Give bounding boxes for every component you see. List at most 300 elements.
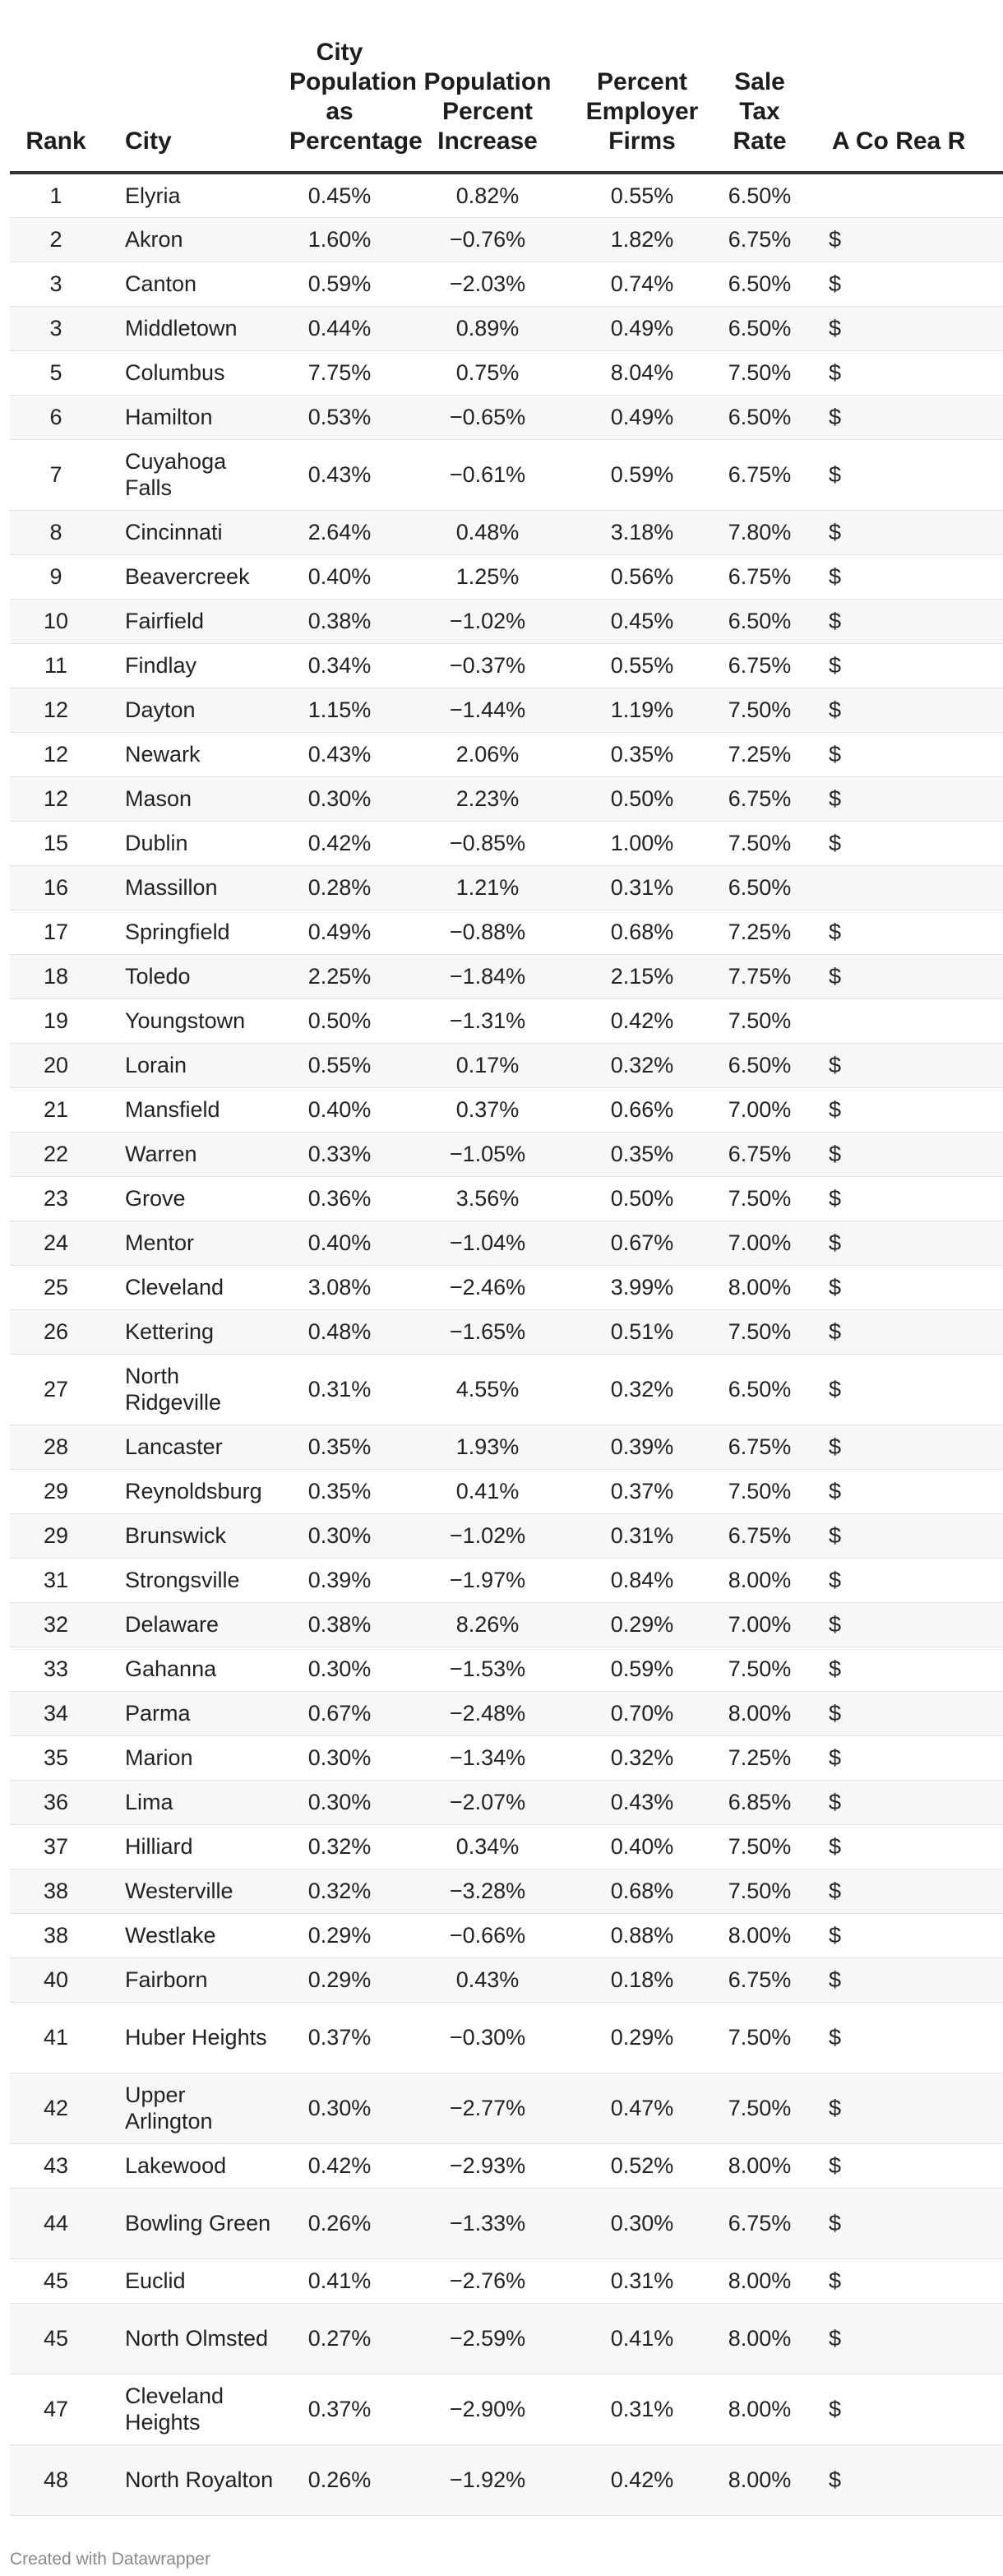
city-cell: Elyria — [102, 173, 283, 217]
employer-firms-cell: 0.32% — [579, 1735, 705, 1780]
rank-cell: 9 — [10, 554, 102, 599]
table-row — [10, 439, 1003, 510]
population-increase-cell: −0.37% — [396, 643, 579, 688]
rank-cell: 28 — [10, 1425, 102, 1469]
table-row — [10, 599, 1003, 643]
employer-firms-cell: 3.18% — [579, 510, 705, 554]
population-increase-cell: −3.28% — [396, 1869, 579, 1913]
employer-firms-cell: 0.31% — [579, 865, 705, 910]
population-increase-cell: −2.77% — [396, 2073, 579, 2143]
sale-tax-rate-cell: 7.50% — [705, 1309, 814, 1354]
sale-tax-rate-cell: 7.25% — [705, 732, 814, 776]
header-city[interactable]: City — [102, 0, 283, 173]
sale-tax-rate-cell: 7.50% — [705, 350, 814, 395]
extra-cell: $ — [814, 1513, 1003, 1558]
sale-tax-rate-cell: 8.00% — [705, 1558, 814, 1602]
population-percentage-cell: 7.75% — [283, 350, 396, 395]
city-cell: Marion — [102, 1735, 283, 1780]
population-percentage-cell: 0.41% — [283, 2259, 396, 2303]
population-percentage-cell: 0.43% — [283, 439, 396, 510]
population-increase-cell: −2.07% — [396, 1780, 579, 1824]
employer-firms-cell: 0.29% — [579, 2002, 705, 2073]
city-cell: Warren — [102, 1132, 283, 1176]
population-percentage-cell: 0.33% — [283, 1132, 396, 1176]
table-row — [10, 2073, 1003, 2143]
city-cell: Massillon — [102, 865, 283, 910]
table-row — [10, 1265, 1003, 1309]
population-increase-cell: 0.41% — [396, 1469, 579, 1513]
rank-cell: 48 — [10, 2444, 102, 2515]
population-increase-cell: −1.44% — [396, 688, 579, 732]
table-row — [10, 1043, 1003, 1087]
population-percentage-cell: 0.30% — [283, 1735, 396, 1780]
population-percentage-cell: 0.45% — [283, 173, 396, 217]
population-increase-cell: 1.21% — [396, 865, 579, 910]
employer-firms-cell: 0.51% — [579, 1309, 705, 1354]
table-row — [10, 173, 1003, 217]
table-row — [10, 1869, 1003, 1913]
employer-firms-cell: 0.35% — [579, 732, 705, 776]
extra-cell: $ — [814, 1354, 1003, 1425]
rank-cell: 31 — [10, 1558, 102, 1602]
employer-firms-cell: 8.04% — [579, 350, 705, 395]
rank-cell: 34 — [10, 1691, 102, 1735]
population-percentage-cell: 0.30% — [283, 1780, 396, 1824]
table-row — [10, 732, 1003, 776]
header-population-percentage[interactable]: City Population as Percentage — [283, 0, 396, 173]
employer-firms-cell: 1.82% — [579, 217, 705, 262]
rank-cell: 35 — [10, 1735, 102, 1780]
sale-tax-rate-cell: 6.75% — [705, 439, 814, 510]
rank-cell: 8 — [10, 510, 102, 554]
rank-cell: 2 — [10, 217, 102, 262]
population-percentage-cell: 2.25% — [283, 954, 396, 998]
rank-cell: 3 — [10, 306, 102, 350]
rank-cell: 18 — [10, 954, 102, 998]
data-table — [10, 0, 1003, 2516]
employer-firms-cell: 2.15% — [579, 954, 705, 998]
rank-cell: 12 — [10, 776, 102, 821]
population-increase-cell: −0.30% — [396, 2002, 579, 2073]
employer-firms-cell: 0.32% — [579, 1354, 705, 1425]
sale-tax-rate-cell: 7.50% — [705, 998, 814, 1043]
city-cell: Cleveland Heights — [102, 2374, 283, 2444]
employer-firms-cell: 0.37% — [579, 1469, 705, 1513]
city-cell: Mansfield — [102, 1087, 283, 1132]
extra-cell: $ — [814, 1469, 1003, 1513]
header-rank[interactable]: Rank — [10, 0, 102, 173]
population-increase-cell: 0.43% — [396, 1957, 579, 2002]
rank-cell: 43 — [10, 2143, 102, 2188]
table-row — [10, 1824, 1003, 1869]
extra-cell: $ — [814, 2444, 1003, 2515]
employer-firms-cell: 0.50% — [579, 1176, 705, 1221]
employer-firms-cell: 0.45% — [579, 599, 705, 643]
table-row — [10, 2259, 1003, 2303]
rank-cell: 38 — [10, 1913, 102, 1957]
sale-tax-rate-cell: 6.75% — [705, 1513, 814, 1558]
population-percentage-cell: 0.50% — [283, 998, 396, 1043]
rank-cell: 29 — [10, 1469, 102, 1513]
extra-cell: $ — [814, 776, 1003, 821]
extra-cell: $ — [814, 2374, 1003, 2444]
rank-cell: 22 — [10, 1132, 102, 1176]
employer-firms-cell: 3.99% — [579, 1265, 705, 1309]
sale-tax-rate-cell: 7.50% — [705, 2002, 814, 2073]
sale-tax-rate-cell: 6.75% — [705, 1132, 814, 1176]
population-percentage-cell: 0.37% — [283, 2374, 396, 2444]
population-increase-cell: 0.89% — [396, 306, 579, 350]
population-increase-cell: 1.93% — [396, 1425, 579, 1469]
sale-tax-rate-cell: 6.50% — [705, 306, 814, 350]
population-increase-cell: 0.17% — [396, 1043, 579, 1087]
city-cell: Grove — [102, 1176, 283, 1221]
table-body — [10, 173, 1003, 2515]
rank-cell: 27 — [10, 1354, 102, 1425]
table-row — [10, 910, 1003, 954]
extra-cell: $ — [814, 599, 1003, 643]
extra-cell: $ — [814, 732, 1003, 776]
extra-cell: $ — [814, 2073, 1003, 2143]
population-increase-cell: −0.61% — [396, 439, 579, 510]
employer-firms-cell: 0.88% — [579, 1913, 705, 1957]
employer-firms-cell: 0.40% — [579, 1824, 705, 1869]
table-row — [10, 2002, 1003, 2073]
table-row — [10, 1425, 1003, 1469]
employer-firms-cell: 0.42% — [579, 2444, 705, 2515]
rank-cell: 29 — [10, 1513, 102, 1558]
population-percentage-cell: 0.30% — [283, 2073, 396, 2143]
population-percentage-cell: 0.53% — [283, 395, 396, 439]
population-increase-cell: −2.93% — [396, 2143, 579, 2188]
population-percentage-cell: 0.44% — [283, 306, 396, 350]
employer-firms-cell: 0.31% — [579, 2374, 705, 2444]
population-percentage-cell: 0.26% — [283, 2444, 396, 2515]
extra-cell: $ — [814, 1087, 1003, 1132]
extra-cell: $ — [814, 554, 1003, 599]
city-cell: Lima — [102, 1780, 283, 1824]
table-row — [10, 2444, 1003, 2515]
extra-cell: $ — [814, 2143, 1003, 2188]
table-row — [10, 510, 1003, 554]
rank-cell: 37 — [10, 1824, 102, 1869]
city-cell: Delaware — [102, 1602, 283, 1647]
extra-cell: $ — [814, 1735, 1003, 1780]
city-cell: Hilliard — [102, 1824, 283, 1869]
city-cell: Strongsville — [102, 1558, 283, 1602]
rank-cell: 17 — [10, 910, 102, 954]
extra-cell: $ — [814, 1265, 1003, 1309]
city-cell: Fairborn — [102, 1957, 283, 2002]
rank-cell: 6 — [10, 395, 102, 439]
employer-firms-cell: 0.35% — [579, 1132, 705, 1176]
extra-cell: $ — [814, 821, 1003, 865]
employer-firms-cell: 0.18% — [579, 1957, 705, 2002]
sale-tax-rate-cell: 6.50% — [705, 395, 814, 439]
population-percentage-cell: 0.37% — [283, 2002, 396, 2073]
sale-tax-rate-cell: 7.50% — [705, 1869, 814, 1913]
employer-firms-cell: 0.52% — [579, 2143, 705, 2188]
city-cell: Lorain — [102, 1043, 283, 1087]
city-cell: Dublin — [102, 821, 283, 865]
population-percentage-cell: 0.30% — [283, 776, 396, 821]
employer-firms-cell: 0.68% — [579, 910, 705, 954]
population-percentage-cell: 0.40% — [283, 1221, 396, 1265]
extra-cell: $ — [814, 1869, 1003, 1913]
sale-tax-rate-cell: 8.00% — [705, 2303, 814, 2374]
rank-cell: 45 — [10, 2303, 102, 2374]
city-cell: Mentor — [102, 1221, 283, 1265]
population-percentage-cell: 1.60% — [283, 217, 396, 262]
population-increase-cell: −1.97% — [396, 1558, 579, 1602]
population-percentage-cell: 0.30% — [283, 1647, 396, 1691]
header-employer-firms[interactable]: Percent Employer Firms — [579, 0, 705, 173]
table-row — [10, 1309, 1003, 1354]
sale-tax-rate-cell: 6.75% — [705, 2188, 814, 2259]
header-extra-column[interactable]: A Co Rea R — [814, 0, 1003, 173]
population-increase-cell: 0.34% — [396, 1824, 579, 1869]
population-percentage-cell: 0.35% — [283, 1425, 396, 1469]
population-increase-cell: 1.25% — [396, 554, 579, 599]
sale-tax-rate-cell: 7.50% — [705, 1647, 814, 1691]
rank-cell: 42 — [10, 2073, 102, 2143]
table-header — [10, 0, 1003, 173]
table-row — [10, 1354, 1003, 1425]
employer-firms-cell: 0.70% — [579, 1691, 705, 1735]
population-percentage-cell: 0.28% — [283, 865, 396, 910]
sale-tax-rate-cell: 7.00% — [705, 1221, 814, 1265]
extra-cell: $ — [814, 1176, 1003, 1221]
employer-firms-cell: 0.67% — [579, 1221, 705, 1265]
population-percentage-cell: 0.59% — [283, 262, 396, 306]
sale-tax-rate-cell: 6.50% — [705, 173, 814, 217]
header-sale-tax-rate[interactable]: Sale Tax Rate — [705, 0, 814, 173]
population-increase-cell: −1.92% — [396, 2444, 579, 2515]
rank-cell: 40 — [10, 1957, 102, 2002]
city-cell: Beavercreek — [102, 554, 283, 599]
extra-cell: $ — [814, 1221, 1003, 1265]
table-row — [10, 1469, 1003, 1513]
population-increase-cell: −1.53% — [396, 1647, 579, 1691]
population-percentage-cell: 0.31% — [283, 1354, 396, 1425]
sale-tax-rate-cell: 7.00% — [705, 1087, 814, 1132]
extra-cell — [814, 865, 1003, 910]
sale-tax-rate-cell: 6.75% — [705, 1957, 814, 2002]
rank-cell: 32 — [10, 1602, 102, 1647]
city-cell: North Olmsted — [102, 2303, 283, 2374]
population-percentage-cell: 0.29% — [283, 1913, 396, 1957]
city-cell: Westerville — [102, 1869, 283, 1913]
population-percentage-cell: 0.40% — [283, 554, 396, 599]
table-row — [10, 217, 1003, 262]
sale-tax-rate-cell: 7.00% — [705, 1602, 814, 1647]
population-increase-cell: 2.23% — [396, 776, 579, 821]
city-cell: Lancaster — [102, 1425, 283, 1469]
table-row — [10, 1913, 1003, 1957]
city-cell: Kettering — [102, 1309, 283, 1354]
table-row — [10, 1957, 1003, 2002]
population-increase-cell: −0.76% — [396, 217, 579, 262]
sale-tax-rate-cell: 6.75% — [705, 1425, 814, 1469]
header-population-increase[interactable]: Population Percent Increase — [396, 0, 579, 173]
extra-cell: $ — [814, 306, 1003, 350]
population-percentage-cell: 0.38% — [283, 1602, 396, 1647]
city-cell: North Royalton — [102, 2444, 283, 2515]
header-row — [10, 0, 1003, 173]
city-cell: Bowling Green — [102, 2188, 283, 2259]
city-cell: Findlay — [102, 643, 283, 688]
employer-firms-cell: 0.43% — [579, 1780, 705, 1824]
table-row — [10, 554, 1003, 599]
population-percentage-cell: 0.30% — [283, 1513, 396, 1558]
population-increase-cell: 0.75% — [396, 350, 579, 395]
population-increase-cell: 8.26% — [396, 1602, 579, 1647]
rank-cell: 12 — [10, 732, 102, 776]
population-increase-cell: −2.76% — [396, 2259, 579, 2303]
rank-cell: 5 — [10, 350, 102, 395]
employer-firms-cell: 0.32% — [579, 1043, 705, 1087]
table-row — [10, 1602, 1003, 1647]
population-increase-cell: 0.82% — [396, 173, 579, 217]
extra-cell: $ — [814, 439, 1003, 510]
extra-cell: $ — [814, 954, 1003, 998]
table-row — [10, 2374, 1003, 2444]
employer-firms-cell: 0.42% — [579, 998, 705, 1043]
population-increase-cell: −1.04% — [396, 1221, 579, 1265]
population-percentage-cell: 0.49% — [283, 910, 396, 954]
rank-cell: 45 — [10, 2259, 102, 2303]
extra-cell: $ — [814, 1957, 1003, 2002]
population-percentage-cell: 1.15% — [283, 688, 396, 732]
table-row — [10, 821, 1003, 865]
extra-cell: $ — [814, 1558, 1003, 1602]
sale-tax-rate-cell: 6.50% — [705, 599, 814, 643]
population-percentage-cell: 0.40% — [283, 1087, 396, 1132]
employer-firms-cell: 0.49% — [579, 306, 705, 350]
rank-cell: 1 — [10, 173, 102, 217]
extra-cell: $ — [814, 1602, 1003, 1647]
extra-cell — [814, 173, 1003, 217]
sale-tax-rate-cell: 6.75% — [705, 776, 814, 821]
city-cell: Fairfield — [102, 599, 283, 643]
rank-cell: 21 — [10, 1087, 102, 1132]
population-increase-cell: 3.56% — [396, 1176, 579, 1221]
city-cell: Gahanna — [102, 1647, 283, 1691]
employer-firms-cell: 1.19% — [579, 688, 705, 732]
sale-tax-rate-cell: 6.50% — [705, 865, 814, 910]
rank-cell: 16 — [10, 865, 102, 910]
sale-tax-rate-cell: 7.50% — [705, 688, 814, 732]
extra-cell: $ — [814, 350, 1003, 395]
extra-cell: $ — [814, 2303, 1003, 2374]
city-cell: Youngstown — [102, 998, 283, 1043]
city-cell: Euclid — [102, 2259, 283, 2303]
table-row — [10, 776, 1003, 821]
city-cell: Cleveland — [102, 1265, 283, 1309]
employer-firms-cell: 0.59% — [579, 1647, 705, 1691]
city-cell: Reynoldsburg — [102, 1469, 283, 1513]
city-cell: Dayton — [102, 688, 283, 732]
city-cell: Toledo — [102, 954, 283, 998]
city-cell: Hamilton — [102, 395, 283, 439]
extra-cell: $ — [814, 1647, 1003, 1691]
extra-cell: $ — [814, 1425, 1003, 1469]
table-row — [10, 1735, 1003, 1780]
population-increase-cell: −2.48% — [396, 1691, 579, 1735]
population-percentage-cell: 0.36% — [283, 1176, 396, 1221]
population-increase-cell: −2.90% — [396, 2374, 579, 2444]
city-cell: Huber Heights — [102, 2002, 283, 2073]
population-percentage-cell: 0.42% — [283, 2143, 396, 2188]
table-row — [10, 395, 1003, 439]
rank-cell: 3 — [10, 262, 102, 306]
city-cell: Columbus — [102, 350, 283, 395]
population-increase-cell: 0.37% — [396, 1087, 579, 1132]
table-row — [10, 865, 1003, 910]
table-row — [10, 1087, 1003, 1132]
population-increase-cell: −1.02% — [396, 599, 579, 643]
table-row — [10, 1691, 1003, 1735]
city-cell: Lakewood — [102, 2143, 283, 2188]
table-row — [10, 954, 1003, 998]
table-row — [10, 306, 1003, 350]
table-row — [10, 2188, 1003, 2259]
employer-firms-cell: 0.55% — [579, 643, 705, 688]
extra-cell: $ — [814, 1824, 1003, 1869]
sale-tax-rate-cell: 7.50% — [705, 821, 814, 865]
sale-tax-rate-cell: 8.00% — [705, 2259, 814, 2303]
population-percentage-cell: 0.67% — [283, 1691, 396, 1735]
population-increase-cell: −1.02% — [396, 1513, 579, 1558]
rank-cell: 47 — [10, 2374, 102, 2444]
rank-cell: 23 — [10, 1176, 102, 1221]
extra-cell: $ — [814, 1913, 1003, 1957]
datawrapper-credit[interactable]: Created with Datawrapper — [10, 2550, 210, 2569]
sale-tax-rate-cell: 6.50% — [705, 1043, 814, 1087]
extra-cell: $ — [814, 1309, 1003, 1354]
employer-firms-cell: 0.30% — [579, 2188, 705, 2259]
sale-tax-rate-cell: 7.50% — [705, 1824, 814, 1869]
city-cell: Parma — [102, 1691, 283, 1735]
population-increase-cell: −2.46% — [396, 1265, 579, 1309]
rank-cell: 25 — [10, 1265, 102, 1309]
table-row — [10, 688, 1003, 732]
rank-cell: 12 — [10, 688, 102, 732]
table-row — [10, 1647, 1003, 1691]
sale-tax-rate-cell: 8.00% — [705, 1913, 814, 1957]
employer-firms-cell: 0.31% — [579, 1513, 705, 1558]
extra-cell: $ — [814, 910, 1003, 954]
rank-cell: 26 — [10, 1309, 102, 1354]
city-cell: Mason — [102, 776, 283, 821]
sale-tax-rate-cell: 6.50% — [705, 262, 814, 306]
employer-firms-cell: 0.56% — [579, 554, 705, 599]
employer-firms-cell: 0.66% — [579, 1087, 705, 1132]
rank-cell: 11 — [10, 643, 102, 688]
employer-firms-cell: 0.59% — [579, 439, 705, 510]
population-percentage-cell: 2.64% — [283, 510, 396, 554]
population-percentage-cell: 0.27% — [283, 2303, 396, 2374]
population-increase-cell: −1.31% — [396, 998, 579, 1043]
sale-tax-rate-cell: 7.50% — [705, 1176, 814, 1221]
sale-tax-rate-cell: 8.00% — [705, 1691, 814, 1735]
rank-cell: 19 — [10, 998, 102, 1043]
rank-cell: 20 — [10, 1043, 102, 1087]
city-cell: Canton — [102, 262, 283, 306]
employer-firms-cell: 0.41% — [579, 2303, 705, 2374]
sale-tax-rate-cell: 8.00% — [705, 2143, 814, 2188]
table-row — [10, 643, 1003, 688]
